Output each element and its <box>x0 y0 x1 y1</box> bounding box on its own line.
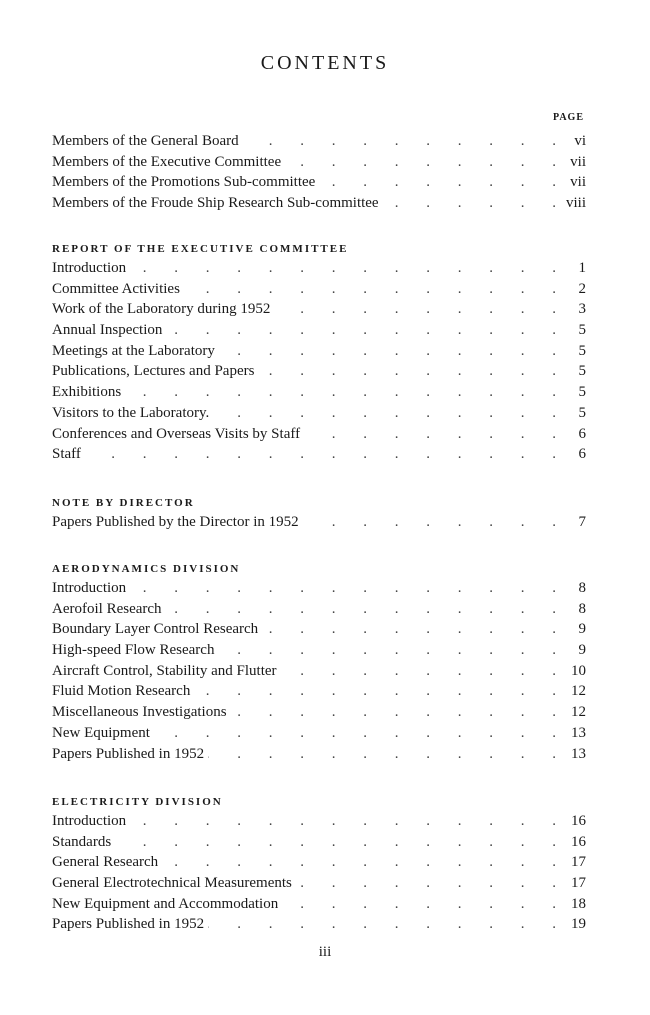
section-electricity-division <box>52 793 586 935</box>
toc-entry[interactable]: . . . Members of the General Board vi <box>52 131 586 152</box>
toc-entry[interactable]: . . . Papers Published in 1952 19 <box>52 914 586 935</box>
toc-entry[interactable]: . . . Work of the Laboratory during 1952 3 <box>52 299 586 320</box>
toc-entry[interactable]: . . . General Electrotechnical Measurements 17 <box>52 873 586 894</box>
toc-entry[interactable]: . . . Papers Published by the Director in 1952 7 <box>52 512 586 533</box>
toc-entry[interactable]: . . . New Equipment 13 <box>52 723 586 744</box>
toc-entry[interactable]: . . . Papers Published in 1952 13 <box>52 744 586 765</box>
toc-entry[interactable]: . . . Standards 16 <box>52 832 586 853</box>
toc-entry[interactable]: . . . Exhibitions 5 <box>52 382 586 403</box>
toc-entry[interactable]: . . . Members of the Executive Committee vii <box>52 152 586 173</box>
toc-entry[interactable]: . . . New Equipment and Accommodation 18 <box>52 894 586 915</box>
section-heading: ELECTRICITY DIVISION <box>52 796 223 808</box>
toc-entry[interactable]: . . . High-speed Flow Research 9 <box>52 640 586 661</box>
toc-entry[interactable]: . . . Boundary Layer Control Research 9 <box>52 619 586 640</box>
section-note-by-director <box>52 494 586 533</box>
toc-entry[interactable]: . . . Staff 6 <box>52 444 586 465</box>
page-column-label: PAGE <box>552 112 584 123</box>
toc-entry[interactable]: . . . Introduction 8 <box>52 578 586 599</box>
section-heading: NOTE BY DIRECTOR <box>52 497 195 509</box>
toc-entry[interactable]: . . . Visitors to the Laboratory. 5 <box>52 403 586 424</box>
front-matter-list <box>52 131 586 214</box>
toc-entry[interactable]: . . . Conferences and Overseas Visits by Staff 6 <box>52 424 586 445</box>
toc-entry[interactable]: . . . Members of the Froude Ship Research Sub-committee viii <box>52 193 586 214</box>
toc-entry[interactable]: . . . Members of the Promotions Sub-committee vii <box>52 172 586 193</box>
section-heading: AERODYNAMICS DIVISION <box>52 563 241 575</box>
section-executive-committee <box>52 240 586 465</box>
toc-entry[interactable]: . . . Miscellaneous Investigations 12 <box>52 702 586 723</box>
page-number: iii <box>318 944 332 960</box>
toc-entry[interactable]: . . . Publications, Lectures and Papers 5 <box>52 361 586 382</box>
section-heading: REPORT OF THE EXECUTIVE COMMITTEE <box>52 243 349 255</box>
section-aerodynamics-division <box>52 560 586 764</box>
toc-entry[interactable]: . . . Introduction 1 <box>52 258 586 279</box>
toc-entry[interactable]: . . . Aircraft Control, Stability and Flutter 10 <box>52 661 586 682</box>
page-title: CONTENTS <box>260 52 390 74</box>
toc-entry[interactable]: . . . Introduction 16 <box>52 811 586 832</box>
toc-entry[interactable]: . . . Committee Activities 2 <box>52 279 586 300</box>
toc-entry[interactable]: . . . Annual Inspection 5 <box>52 320 586 341</box>
toc-entry[interactable]: . . . General Research 17 <box>52 852 586 873</box>
toc-entry[interactable]: . . . Aerofoil Research 8 <box>52 599 586 620</box>
toc-entry[interactable]: . . . Fluid Motion Research 12 <box>52 681 586 702</box>
toc-entry[interactable]: . . . Meetings at the Laboratory 5 <box>52 341 586 362</box>
